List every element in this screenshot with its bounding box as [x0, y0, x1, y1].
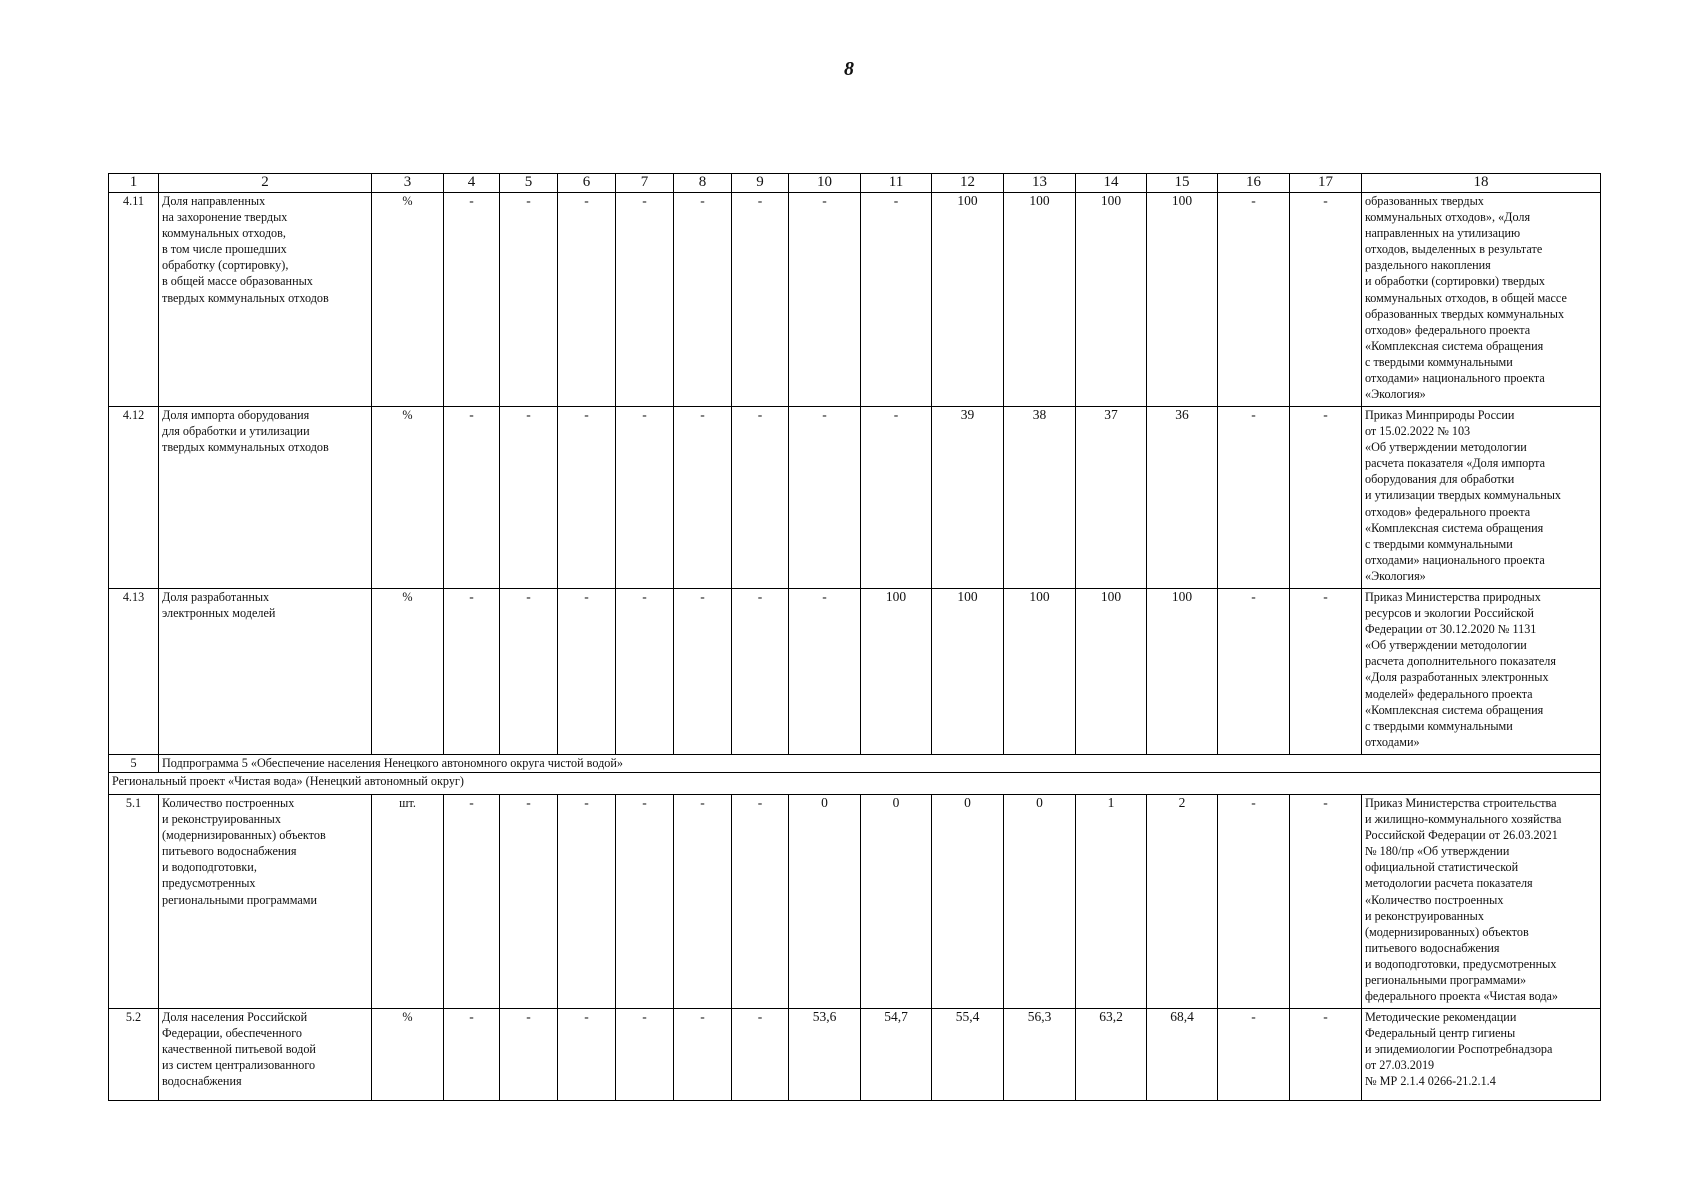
header-cell: 16 [1218, 174, 1290, 193]
value-cell: - [1218, 1009, 1290, 1101]
header-cell: 5 [500, 174, 558, 193]
value-cell: 100 [1004, 589, 1076, 755]
source-document-cell: Приказ Министерства природных ресурсов и экологии Российской Федерации от 30.12.2020 № 1131 «Об утверждении методологии расчета дополнительного показателя «Доля разработанных электронных моделей» федерального проекта «Комплексная система обращения с твердыми коммунальными отходами» [1362, 589, 1601, 755]
indicators-table [108, 173, 1601, 1101]
header-cell: 13 [1004, 174, 1076, 193]
value-cell: - [500, 795, 558, 1009]
indicator-name-cell: Доля разработанных электронных моделей [159, 589, 372, 755]
value-cell: - [500, 193, 558, 407]
source-document-cell: Методические рекомендации Федеральный центр гигиены и эпидемиологии Роспотребнадзора от 27.03.2019 № МР 2.1.4 0266-21.2.1.4 [1362, 1009, 1601, 1101]
subprogram-title-cell: Подпрограмма 5 «Обеспечение населения Ненецкого автономного округа чистой водой» [159, 755, 1601, 773]
header-cell: 2 [159, 174, 372, 193]
value-cell: 100 [1076, 193, 1147, 407]
value-cell: 63,2 [1076, 1009, 1147, 1101]
value-cell: - [616, 589, 674, 755]
value-cell: 0 [1004, 795, 1076, 1009]
value-cell: - [861, 193, 932, 407]
value-cell: - [1218, 193, 1290, 407]
value-cell: - [732, 589, 789, 755]
value-cell: - [1290, 193, 1362, 407]
value-cell: - [444, 193, 500, 407]
value-cell: - [444, 407, 500, 589]
value-cell: - [500, 589, 558, 755]
value-cell: 2 [1147, 795, 1218, 1009]
indicator-name-cell: Количество построенных и реконструированных (модернизированных) объектов питьевого водоснабжения и водоподготовки, предусмотренных региональными программами [159, 795, 372, 1009]
header-cell: 18 [1362, 174, 1601, 193]
value-cell: - [674, 193, 732, 407]
header-cell: 11 [861, 174, 932, 193]
table-row [109, 193, 1601, 407]
header-cell: 3 [372, 174, 444, 193]
header-cell: 10 [789, 174, 861, 193]
indicator-name-cell: Доля импорта оборудования для обработки и утилизации твердых коммунальных отходов [159, 407, 372, 589]
value-cell: 39 [932, 407, 1004, 589]
row-number-cell: 5.2 [109, 1009, 159, 1101]
page-number: 8 [844, 58, 854, 80]
value-cell: - [732, 1009, 789, 1101]
value-cell: - [1218, 795, 1290, 1009]
value-cell: - [558, 193, 616, 407]
value-cell: - [444, 1009, 500, 1101]
value-cell: - [558, 795, 616, 1009]
value-cell: - [732, 407, 789, 589]
value-cell: - [861, 407, 932, 589]
value-cell: - [674, 589, 732, 755]
value-cell: - [789, 589, 861, 755]
value-cell: - [1290, 407, 1362, 589]
value-cell: 1 [1076, 795, 1147, 1009]
value-cell: - [674, 407, 732, 589]
value-cell: 55,4 [932, 1009, 1004, 1101]
header-cell: 14 [1076, 174, 1147, 193]
unit-cell: шт. [372, 795, 444, 1009]
value-cell: - [616, 193, 674, 407]
value-cell: - [500, 407, 558, 589]
value-cell: 100 [1147, 193, 1218, 407]
source-document-cell: образованных твердых коммунальных отходов», «Доля направленных на утилизацию отходов, выделенных в результате раздельного накопления и обработки (сортировки) твердых коммунальных отходов, в общей массе образованных твердых коммунальных отходов» федерального проекта «Комплексная система обращения с твердыми коммунальными отходами» национального проекта «Экология» [1362, 193, 1601, 407]
row-number-cell: 4.13 [109, 589, 159, 755]
value-cell: 100 [861, 589, 932, 755]
header-cell: 1 [109, 174, 159, 193]
value-cell: 100 [932, 193, 1004, 407]
row-number-cell: 4.11 [109, 193, 159, 407]
table-row [109, 589, 1601, 755]
subprogram-row [109, 755, 1601, 773]
value-cell: - [616, 1009, 674, 1101]
value-cell: - [1290, 795, 1362, 1009]
value-cell: 0 [932, 795, 1004, 1009]
value-cell: 0 [789, 795, 861, 1009]
regional-project-title-cell: Региональный проект «Чистая вода» (Ненецкий автономный округ) [109, 773, 1601, 795]
value-cell: 56,3 [1004, 1009, 1076, 1101]
value-cell: 0 [861, 795, 932, 1009]
value-cell: 100 [1147, 589, 1218, 755]
value-cell: - [1218, 589, 1290, 755]
value-cell: - [1290, 589, 1362, 755]
header-cell: 12 [932, 174, 1004, 193]
value-cell: 54,7 [861, 1009, 932, 1101]
subprogram-number-cell: 5 [109, 755, 159, 773]
value-cell: 68,4 [1147, 1009, 1218, 1101]
unit-cell: % [372, 193, 444, 407]
value-cell: - [616, 407, 674, 589]
source-document-cell: Приказ Минприроды России от 15.02.2022 № 103 «Об утверждении методологии расчета показателя «Доля импорта оборудования для обработки и утилизации твердых коммунальных отходов» федерального проекта «Комплексная система обращения с твердыми коммунальными отходами» национального проекта «Экология» [1362, 407, 1601, 589]
table-row [109, 795, 1601, 1009]
value-cell: - [1290, 1009, 1362, 1101]
value-cell: 37 [1076, 407, 1147, 589]
value-cell: - [789, 407, 861, 589]
header-cell: 4 [444, 174, 500, 193]
unit-cell: % [372, 1009, 444, 1101]
header-cell: 8 [674, 174, 732, 193]
value-cell: - [558, 589, 616, 755]
header-cell: 6 [558, 174, 616, 193]
header-cell: 9 [732, 174, 789, 193]
source-document-cell: Приказ Министерства строительства и жилищно-коммунального хозяйства Российской Федерации от 26.03.2021 № 180/пр «Об утверждении официальной статистической методологии расчета показателя «Количество построенных и реконструированных (модернизированных) объектов питьевого водоснабжения и водоподготовки, предусмотренных региональными программами» федерального проекта «Чистая вода» [1362, 795, 1601, 1009]
value-cell: 100 [1076, 589, 1147, 755]
header-cell: 17 [1290, 174, 1362, 193]
value-cell: 100 [1004, 193, 1076, 407]
value-cell: - [732, 193, 789, 407]
value-cell: - [444, 795, 500, 1009]
header-cell: 15 [1147, 174, 1218, 193]
header-cell: 7 [616, 174, 674, 193]
regional-project-row [109, 773, 1601, 795]
value-cell: - [732, 795, 789, 1009]
unit-cell: % [372, 407, 444, 589]
row-number-cell: 5.1 [109, 795, 159, 1009]
value-cell: - [558, 407, 616, 589]
value-cell: 36 [1147, 407, 1218, 589]
table-row [109, 407, 1601, 589]
value-cell: - [1218, 407, 1290, 589]
indicator-name-cell: Доля населения Российской Федерации, обеспеченного качественной питьевой водой из систем централизованного водоснабжения [159, 1009, 372, 1101]
value-cell: - [674, 1009, 732, 1101]
value-cell: 100 [932, 589, 1004, 755]
header-row [109, 174, 1601, 193]
value-cell: - [674, 795, 732, 1009]
table-row [109, 1009, 1601, 1101]
value-cell: 53,6 [789, 1009, 861, 1101]
value-cell: - [444, 589, 500, 755]
row-number-cell: 4.12 [109, 407, 159, 589]
value-cell: 38 [1004, 407, 1076, 589]
value-cell: - [500, 1009, 558, 1101]
unit-cell: % [372, 589, 444, 755]
value-cell: - [558, 1009, 616, 1101]
indicator-name-cell: Доля направленных на захоронение твердых коммунальных отходов, в том числе прошедших обработку (сортировку), в общей массе образованных твердых коммунальных отходов [159, 193, 372, 407]
value-cell: - [789, 193, 861, 407]
value-cell: - [616, 795, 674, 1009]
